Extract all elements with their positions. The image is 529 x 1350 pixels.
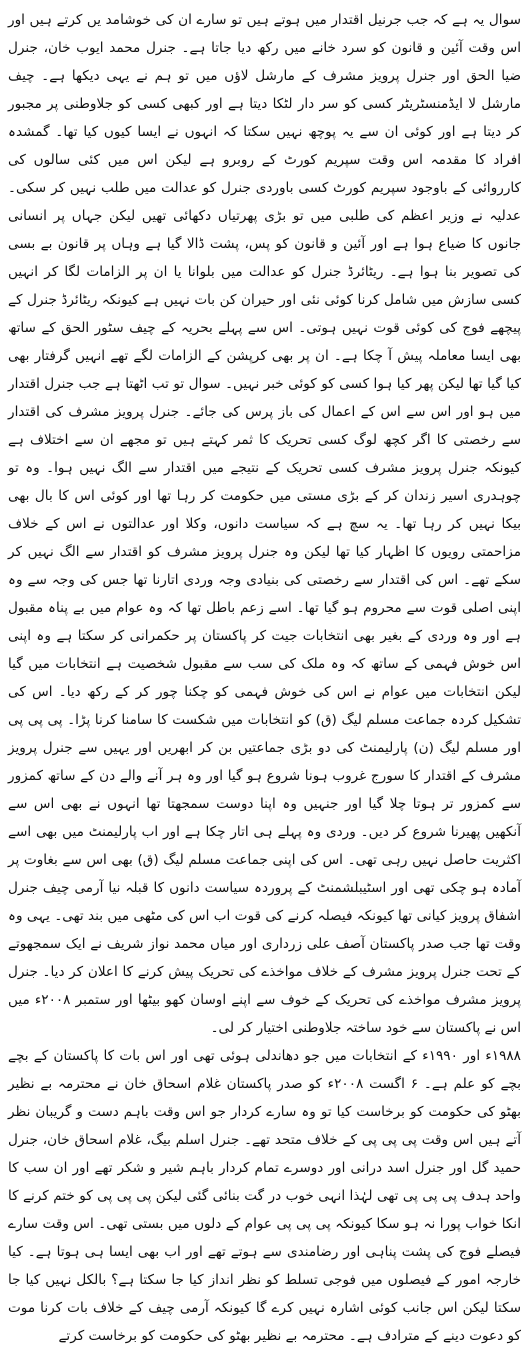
article-column xyxy=(8,6,521,1350)
article-paragraph-1: سوال یہ ہے کہ جب جرنیل اقتدار میں ہوتے ہیں تو سارے ان کی خوشامد یں کرتے ہیں اور اس وقت آئین و قانون کو سرد خانے میں رکھ دیا جاتا ہے۔ جنرل محمد ایوب خان، جنرل ضیا الحق اور جنرل پرویز مشرف کے مارشل لاؤں میں تو ہم نے یہی دیکھا ہے۔ چیف مارشل لا ایڈمنسٹریٹر کسی کو سر دار لٹکا دیتا ہے اور کبھی کسی کو جلاوطنی پر مجبور کر دیتا ہے اور کوئی ان سے یہ پوچھ نہیں سکتا کہ انہوں نے ایسا کیوں کیا تھا۔ گمشدہ افراد کا مقدمہ اس وقت سپریم کورٹ کے روبرو ہے لیکن اس میں کئی سالوں کی کارروائی کے باوجود سپریم کورٹ کسی باوردی جنرل کو عدالت میں طلب نہیں کر سکی۔ عدلیہ نے وزیر اعظم کی طلبی میں تو بڑی پھرتیاں دکھائی تھیں لیکن جہاں پر انسانی جانوں کا ضیاع ہوا ہے اور آئین و قانون کو پس، پشت ڈالا گیا ہے وہاں پر قانون بے بسی کی تصویر بنا ہوا ہے۔ ریٹائرڈ جنرل کو عدالت میں بلوانا یا ان پر الزامات لگا کر انہیں کسی سازش میں شامل کرنا کوئی نئی اور حیران کن بات نہیں ہے کیونکہ ریٹائرڈ جنرل کے پیچھے فوج کی کوئی قوت نہیں ہوتی۔ اس سے پہلے بحریہ کے چیف سٹور الحق کے ساتھ بھی ایسا معاملہ پیش آ چکا ہے۔ ان پر بھی کرپشن کے الزامات لگے تھے انہیں گرفتار بھی کیا گیا تھا لیکن پھر کیا ہوا کسی کو کوئی خبر نہیں۔ سوال تو تب اٹھتا ہے جب جنرل اقتدار میں ہو اور اس سے اس کے اعمال کی باز پرس کی جائے۔ جنرل پرویز مشرف کی اقتدار سے رخصتی کا اگر کچھ لوگ کسی تحریک کا ثمر کہتے ہیں تو مجھے ان سے اختلاف ہے کیونکہ جنرل پرویز مشرف کسی تحریک کے نتیجے میں اقتدار سے الگ نہیں ہوا۔ وہ تو چوہدری اسیر زندان کر کے بڑی مستی میں حکومت کر رہا تھا اور کوئی اس کا بال بھی بیکا نہیں کر رہا تھا۔ یہ سچ ہے کہ سیاست دانوں، وکلا اور عدالتوں نے اس کے خلاف مزاحمتی رویوں کا اظہار کیا تھا لیکن وہ جنرل پرویز مشرف کو اقتدار سے الگ نہیں کر سکے تھے۔ اس کی اقتدار سے رخصتی کی بنیادی وجہ وردی اتارنا تھا جس کی وجہ سے وہ اپنی اصلی قوت سے محروم ہو گیا تھا۔ اسے زعم باطل تھا کہ وہ عوام میں بے پناہ مقبول ہے اور وہ وردی کے بغیر بھی انتخابات جیت کر پاکستان پر حکمرانی کر سکتا ہے وہ اپنی اس خوش فہمی کے ساتھ کہ وہ ملک کی سب سے مقبول شخصیت ہے انتخابات میں گیا لیکن انتخابات میں عوام نے اس کی خوش فہمی کو چکنا چور کر کے رکھ دیا۔ اس کی تشکیل کردہ جماعت مسلم لیگ (ق) کو انتخابات میں شکست کا سامنا کرنا پڑا۔ پی پی پی اور مسلم لیگ (ن) پارلیمنٹ کی دو بڑی جماعتیں بن کر ابھریں اور یہیں سے جنرل پرویز مشرف کے اقتدار کا سورج غروب ہونا شروع ہو گیا اور وہ ہر آنے والے دن کے ساتھ کمزور سے کمزور تر ہوتا چلا گیا اور جنہیں وہ اپنا دوست سمجھتا تھا انہوں نے بھی اس سے آنکھیں پھیرنا شروع کر دیں۔ وردی وہ پہلے ہی اتار چکا ہے اور اب پارلیمنٹ میں بھی اسے اکثریت حاصل نہیں رہی تھی۔ اس کی اپنی جماعت مسلم لیگ (ق) بھی اس سے بغاوت پر آمادہ ہو چکی تھی اور اسٹیبلشمنٹ کے پروردہ سیاست دانوں کا قبلہ نیا آرمی چیف جنرل اشفاق پرویز کیانی تھا کیونکہ فیصلہ کرنے کی قوت اب اس کی مٹھی میں بند تھی۔ یہی وہ وقت تھا جب صدر پاکستان آصف علی زرداری اور میاں محمد نواز شریف نے ایک سمجھوتے کے تحت جنرل پرویز مشرف کے خلاف مواخذے کی تحریک پیش کرنے کا اعلان کر دیا۔ جنرل پرویز مشرف مواخذے کی تحریک کے خوف سے اپنے اوسان کھو بیٹھا اور ستمبر ۲۰۰۸ء میں اس نے پاکستان سے خود ساختہ جلاوطنی اختیار کر لی۔ xyxy=(8,12,521,1036)
article-paragraph-2: ۱۹۸۸ء اور ۱۹۹۰ء کے انتخابات میں جو دھاندلی ہوئی تھی اور اس بات کا پاکستان کے بچے بچے کو علم ہے۔ ۶ اگست ۲۰۰۸ء کو صدر پاکستان غلام اسحاق خان نے محترمہ بے نظیر بھٹو کی حکومت کو برخاست کیا تو وہ سارے کردار جو اس وقت باہم دست و گریبان نظر آتے ہیں اس وقت پی پی پی کے خلاف متحد تھے۔ جنرل اسلم بیگ، غلام اسحاق خان، جنرل حمید گل اور جنرل اسد درانی اور دوسرے تمام کردار باہم شیر و شکر تھے اور ان سب کا واحد ہدف پی پی پی تھی لہٰذا انہی خوب در گت بنائی گئی لیکن پی پی پی کو ختم کرنے کا انکا خواب پورا نہ ہو سکا کیونکہ پی پی پی عوام کے دلوں میں بستی تھی۔ اس وقت سارے فیصلے فوج کی پشت پناہی اور رضامندی سے ہوتے تھے اور اب بھی ایسا ہی ہوتا ہے۔ کیا خارجہ امور کے فیصلوں میں فوجی تسلط کو نظر انداز کیا جا سکتا ہے؟ بالکل نہیں کیا جا سکتا لیکن اس جانب کوئی اشارہ نہیں کرے گا کیونکہ آرمی چیف کے خلاف بات کرنا موت کو دعوت دینے کے مترادف ہے۔ محترمہ بے نظیر بھٹو کی حکومت کو برخاست کرتے xyxy=(8,1048,522,1344)
